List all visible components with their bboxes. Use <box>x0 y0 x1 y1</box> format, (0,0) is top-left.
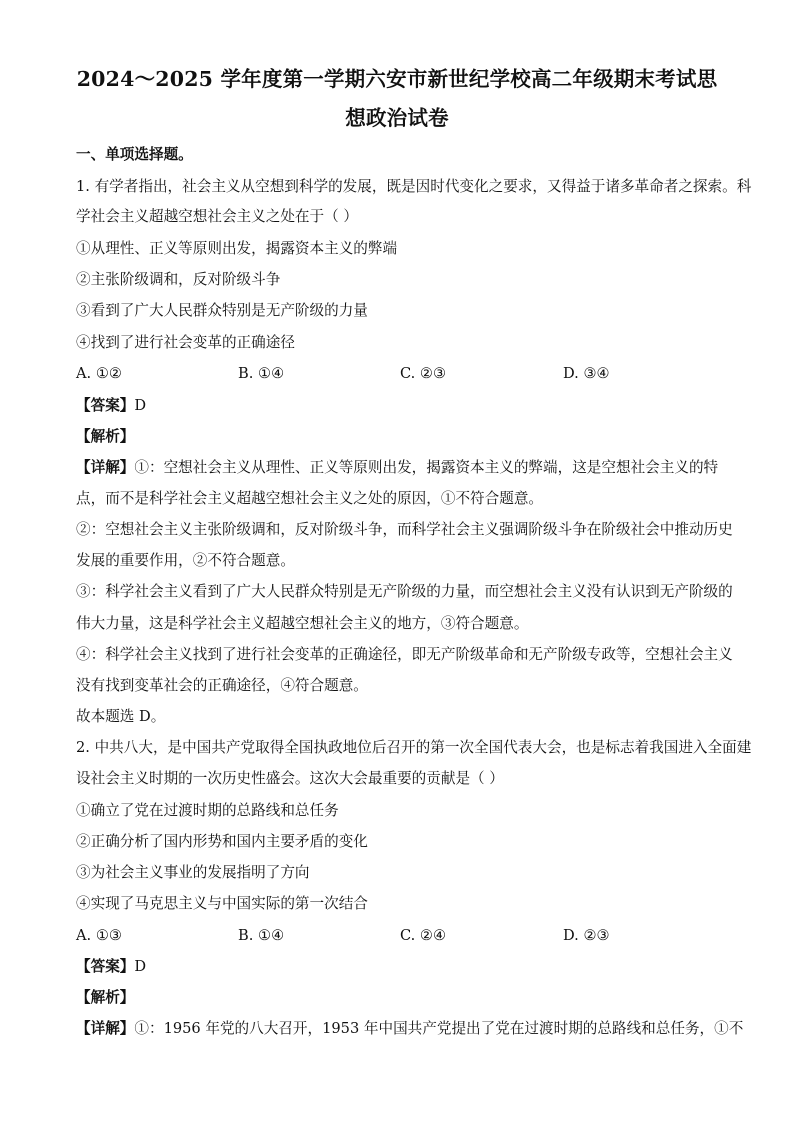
q1-option-c: C. ②③ <box>400 365 447 382</box>
detail-label: 【详解】 <box>76 459 135 476</box>
q1-stem-line2: 学社会主义超越空想社会主义之处在于（ ） <box>76 208 358 225</box>
q2-option-a: A. ①③ <box>76 927 122 944</box>
q1-conclusion: 故本题选 D。 <box>76 708 166 725</box>
q1-item-2: ②主张阶级调和，反对阶级斗争 <box>76 271 281 288</box>
q1-detail-line5: ③：科学社会主义看到了广大人民群众特别是无产阶级的力量，而空想社会主义没有认识到无产阶级的 <box>76 583 733 600</box>
q1-stem-line1: 1. 有学者指出，社会主义从空想到科学的发展，既是因时代变化之要求，又得益于诸多革命者之探索。科 <box>76 178 752 195</box>
q2-stem-line2: 设社会主义时期的一次历史性盛会。这次大会最重要的贡献是（ ） <box>76 770 504 787</box>
detail-text: ①：1956 年党的八大召开，1953 年中国共产党提出了党在过渡时期的总路线和总任务，①不 <box>134 1020 744 1037</box>
q1-detail-line4: 发展的重要作用，②不符合题意。 <box>76 552 295 569</box>
q1-detail-line6: 伟大力量，这是科学社会主义超越空想社会主义的地方，③符合题意。 <box>76 615 529 632</box>
q2-item-2: ②正确分析了国内形势和国内主要矛盾的变化 <box>76 833 368 850</box>
answer-label: 【答案】 <box>76 397 135 414</box>
q1-detail-line3: ②：空想社会主义主张阶级调和，反对阶级斗争，而科学社会主义强调阶级斗争在阶级社会中推动历史 <box>76 521 733 538</box>
q2-stem-line1: 2. 中共八大，是中国共产党取得全国执政地位后召开的第一次全国代表大会，也是标志着我国进入全面建 <box>76 739 752 756</box>
q1-detail-line1 <box>76 458 726 478</box>
q2-answer <box>76 957 726 977</box>
detail-text: ①：空想社会主义从理性、正义等原则出发，揭露资本主义的弊端，这是空想社会主义的特 <box>134 459 719 476</box>
q1-option-b: B. ①④ <box>238 365 285 382</box>
q2-item-1: ①确立了党在过渡时期的总路线和总任务 <box>76 802 339 819</box>
q2-option-d: D. ②③ <box>563 927 610 944</box>
q2-option-b: B. ①④ <box>238 927 285 944</box>
q1-option-a: A. ①② <box>76 365 122 382</box>
q2-detail-line1 <box>76 1019 744 1039</box>
q1-analysis-label: 【解析】 <box>76 428 135 445</box>
q1-detail-line2: 点，而不是科学社会主义超越空想社会主义之处的原因，①不符合题意。 <box>76 490 544 507</box>
q1-detail-line7: ④：科学社会主义找到了进行社会变革的正确途径，即无产阶级革命和无产阶级专政等，空想社会主义 <box>76 646 733 663</box>
q1-detail-line8: 没有找到变革社会的正确途径，④符合题意。 <box>76 677 368 694</box>
q1-answer <box>76 396 726 416</box>
q1-item-3: ③看到了广大人民群众特别是无产阶级的力量 <box>76 302 368 319</box>
detail-label: 【详解】 <box>76 1020 135 1037</box>
q2-option-c: C. ②④ <box>400 927 447 944</box>
exam-title-line1: 2024～2025 学年度第一学期六安市新世纪学校高二年级期末考试思 <box>76 67 718 91</box>
answer-value: D <box>134 397 147 414</box>
q1-item-4: ④找到了进行社会变革的正确途径 <box>76 334 295 351</box>
section-heading: 一、单项选择题。 <box>76 146 193 163</box>
q2-analysis-label: 【解析】 <box>76 989 135 1006</box>
q2-item-3: ③为社会主义事业的发展指明了方向 <box>76 864 310 881</box>
answer-label: 【答案】 <box>76 958 135 975</box>
q1-item-1: ①从理性、正义等原则出发，揭露资本主义的弊端 <box>76 240 398 257</box>
q1-option-d: D. ③④ <box>563 365 610 382</box>
exam-title-line2: 想政治试卷 <box>345 106 449 130</box>
q2-item-4: ④实现了马克思主义与中国实际的第一次结合 <box>76 895 368 912</box>
answer-value: D <box>134 958 147 975</box>
